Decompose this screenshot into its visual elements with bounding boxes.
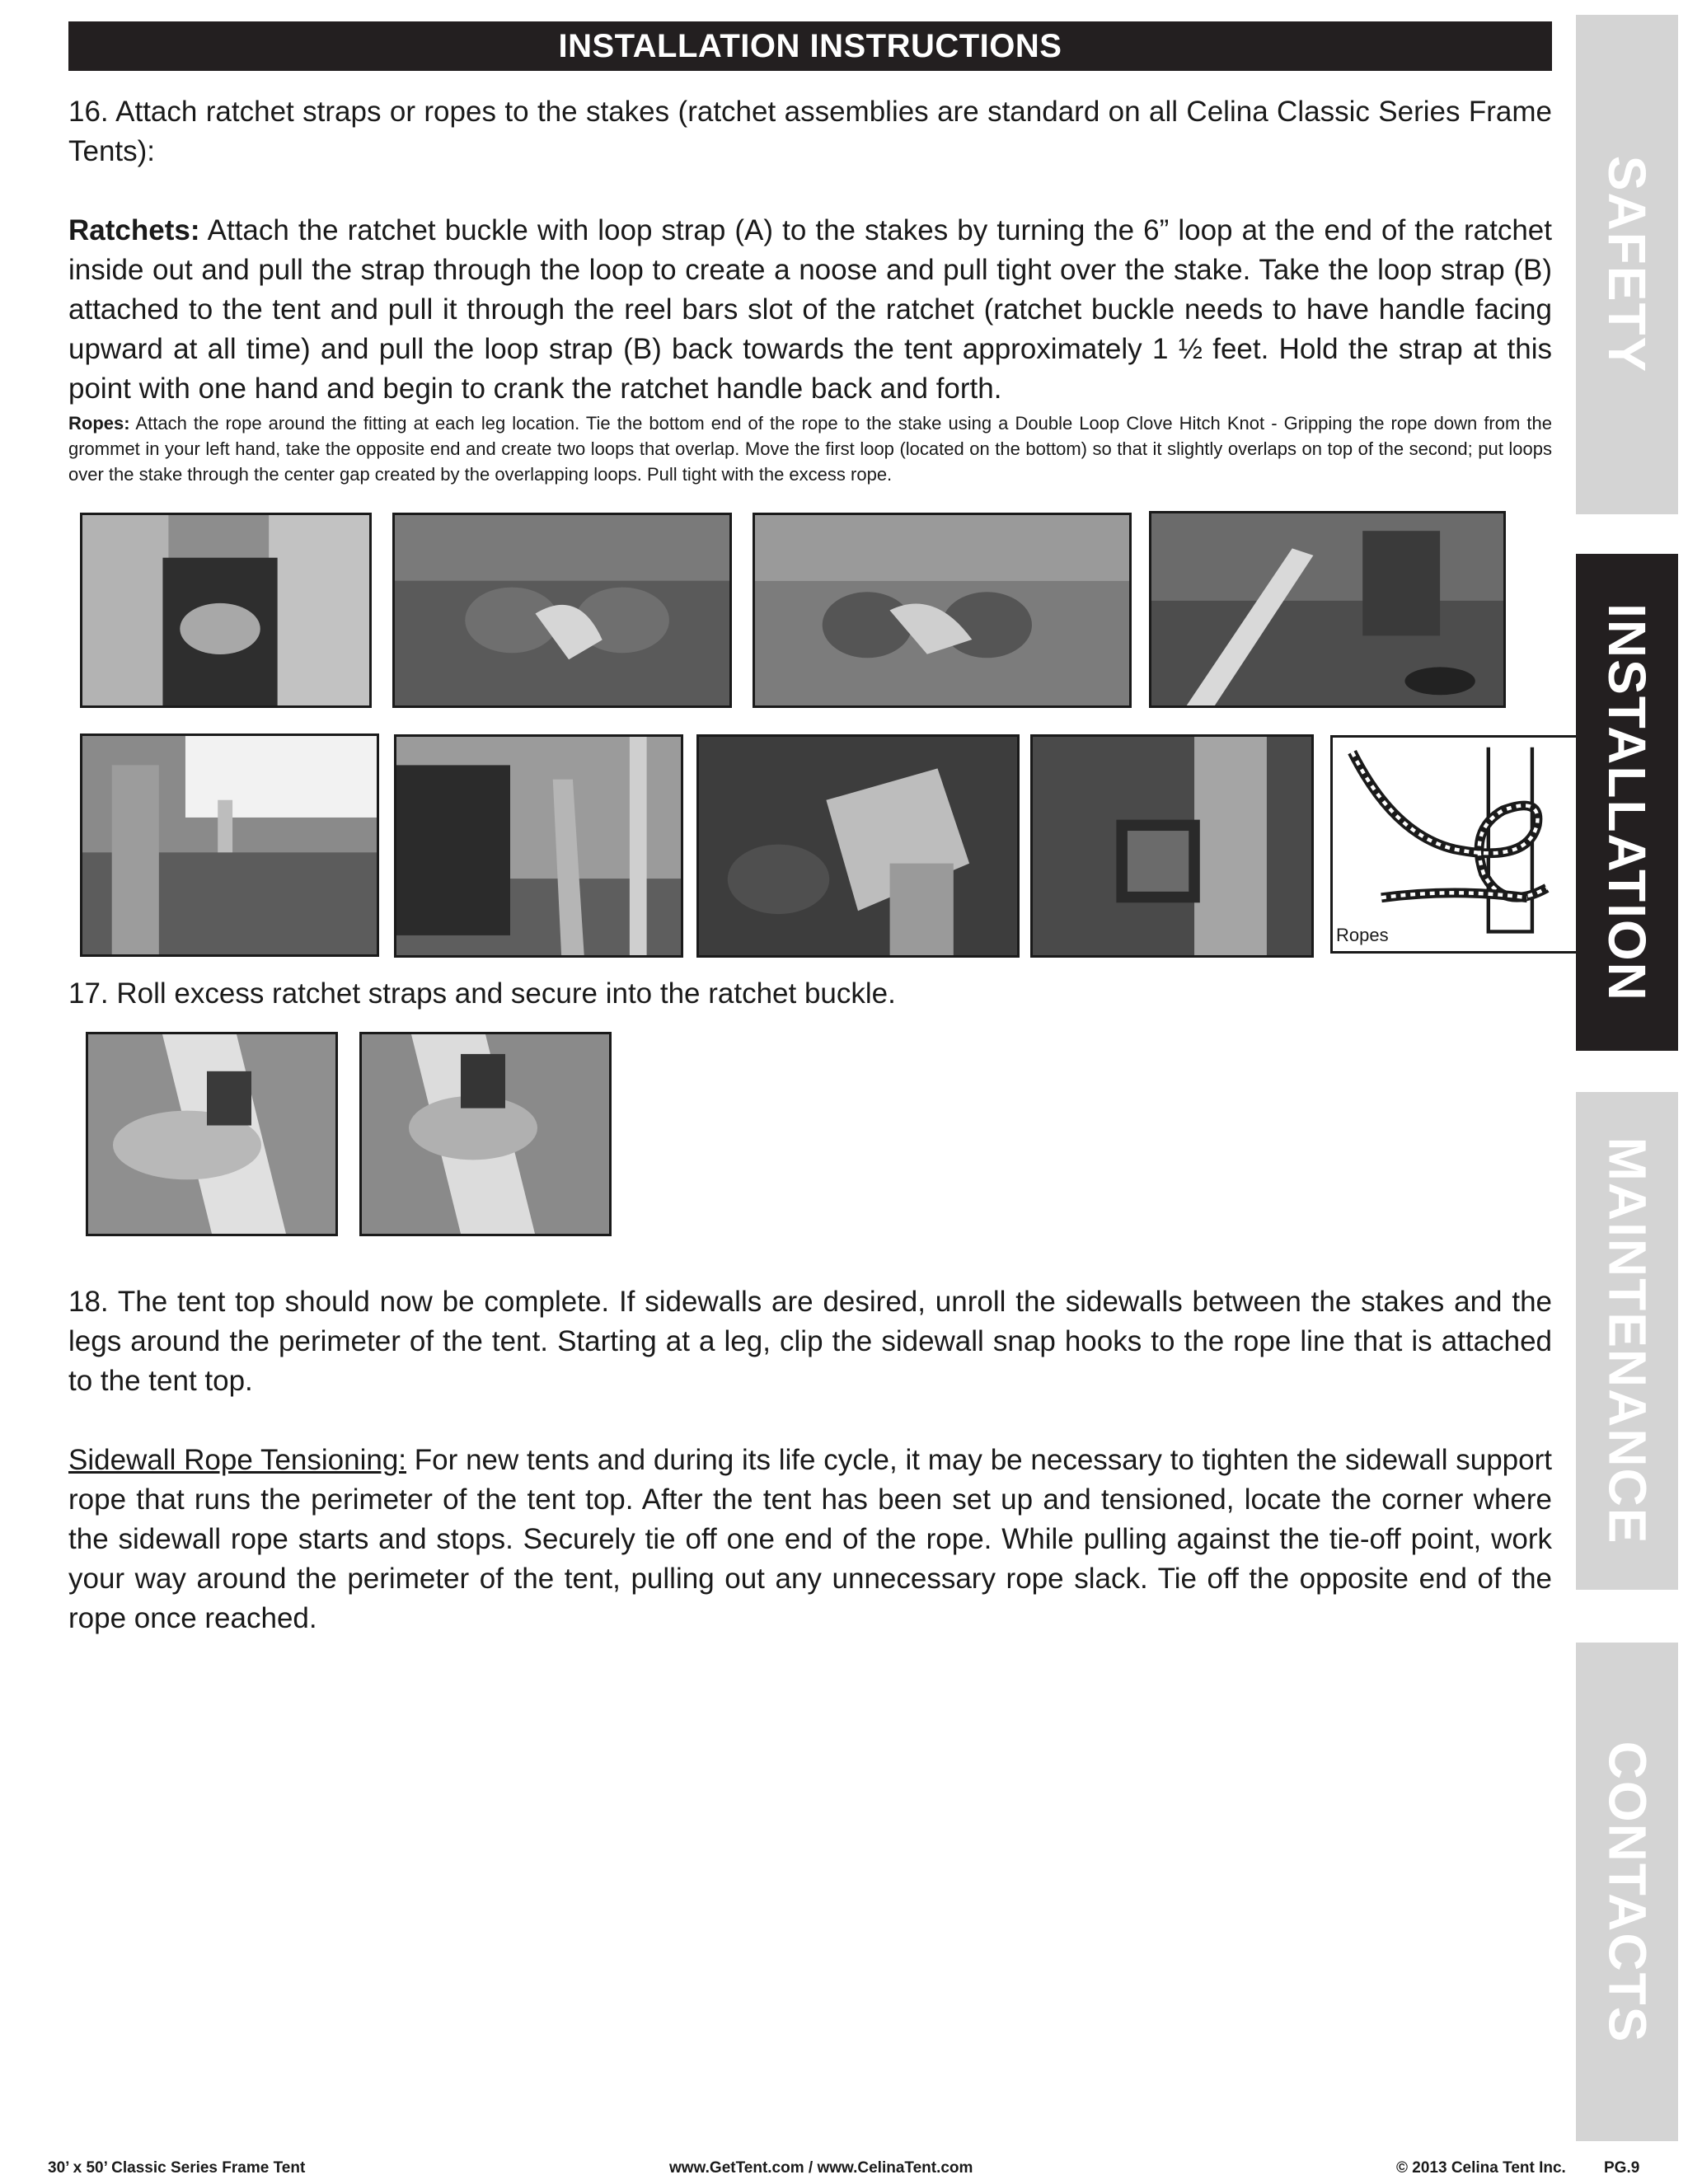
- photo-ratchet-step-5: [80, 733, 379, 957]
- footer-product: 30’ x 50’ Classic Series Frame Tent: [48, 2159, 306, 2177]
- ropes-label: Ropes:: [68, 413, 130, 434]
- ratchets-text: Attach the ratchet buckle with loop strap (A) to the stakes by turning the 6” loop at the end of the ratchet inside out and pull the strap through the loop to create a noose and pull tight over the stake. Take the loop strap (B) attached to the tent and pull it through the reel bars slot of the ratchet (ratchet buckle needs to have handle facing upward at all time) and pull the loop strap (B) back towards the tent approximately 1 ½ feet. Hold the strap at this point with one hand and begin to crank the ratchet handle back and forth.: [68, 214, 1552, 405]
- footer-page-number: PG.9: [1604, 2159, 1640, 2177]
- sidewall-tensioning-paragraph: [68, 1441, 1552, 1638]
- photo-ratchet-step-4: [1149, 511, 1506, 708]
- tab-contacts[interactable]: CONTACTS: [1576, 1643, 1678, 2141]
- tab-installation[interactable]: INSTALLATION: [1576, 554, 1678, 1051]
- step-16-section: [68, 92, 1552, 487]
- section-header: INSTALLATION INSTRUCTIONS: [68, 21, 1552, 71]
- photo-ratchet-step-1: [80, 513, 372, 708]
- photo-ratchet-step-8: [1030, 734, 1314, 958]
- footer-websites: www.GetTent.com / www.CelinaTent.com: [669, 2159, 973, 2177]
- step-18-section: [68, 1282, 1552, 1638]
- ropes-paragraph: [68, 410, 1552, 487]
- step-17-text: 17. Roll excess ratchet straps and secure into the ratchet buckle.: [68, 977, 896, 1010]
- ropes-text: Attach the rope around the fitting at each leg location. Tie the bottom end of the rope to the stake using a Double Loop Clove Hitch Knot - Gripping the rope down from the grommet in your left hand, take the opposite end and create two loops that overlap. Move the first loop (located on the bottom) so that it slightly overlaps on top of the second; put loops over the stake through the center gap created by the overlapping loops. Pull tight with the excess rope.: [68, 413, 1552, 485]
- ratchets-paragraph: [68, 211, 1552, 409]
- sidewall-tensioning-label: Sidewall Rope Tensioning:: [68, 1444, 407, 1476]
- step-18-text: 18. The tent top should now be complete. If sidewalls are desired, unroll the sidewalls between the stakes and the legs around the perimeter of the tent. Starting at a leg, clip the sidewall snap hooks to the rope line that is attached to the tent top.: [68, 1286, 1552, 1397]
- knot-diagram: [1330, 735, 1578, 954]
- footer-copyright: © 2013 Celina Tent Inc.: [1396, 2159, 1566, 2177]
- photo-ratchet-step-7: [696, 734, 1020, 958]
- photo-rolled-strap-1: [86, 1032, 338, 1236]
- photo-ratchet-step-6: [394, 734, 683, 958]
- photo-rolled-strap-2: [359, 1032, 612, 1236]
- step-17-section: [68, 974, 1552, 1014]
- photo-ratchet-step-3: [753, 513, 1132, 708]
- sidewall-tensioning-text: For new tents and during its life cycle, it may be necessary to tighten the sidewall support rope that runs the perimeter of the tent top. After the tent has been set up and tensioned, locate the corner where the sidewall rope starts and stops. Securely tie off one end of the rope. While pulling against the tie-off point, work your way around the perimeter of the tent, pulling out any unnecessary rope slack. Tie off the opposite end of the rope once reached.: [68, 1444, 1552, 1634]
- ratchets-label: Ratchets:: [68, 214, 200, 246]
- knot-caption: Ropes: [1336, 925, 1389, 945]
- tab-maintenance[interactable]: MAINTENANCE: [1576, 1092, 1678, 1590]
- step-16-intro: 16. Attach ratchet straps or ropes to the stakes (ratchet assemblies are standard on all Celina Classic Series Frame Tents):: [68, 96, 1552, 167]
- photo-ratchet-step-2: [392, 513, 732, 708]
- tab-safety[interactable]: SAFETY: [1576, 15, 1678, 514]
